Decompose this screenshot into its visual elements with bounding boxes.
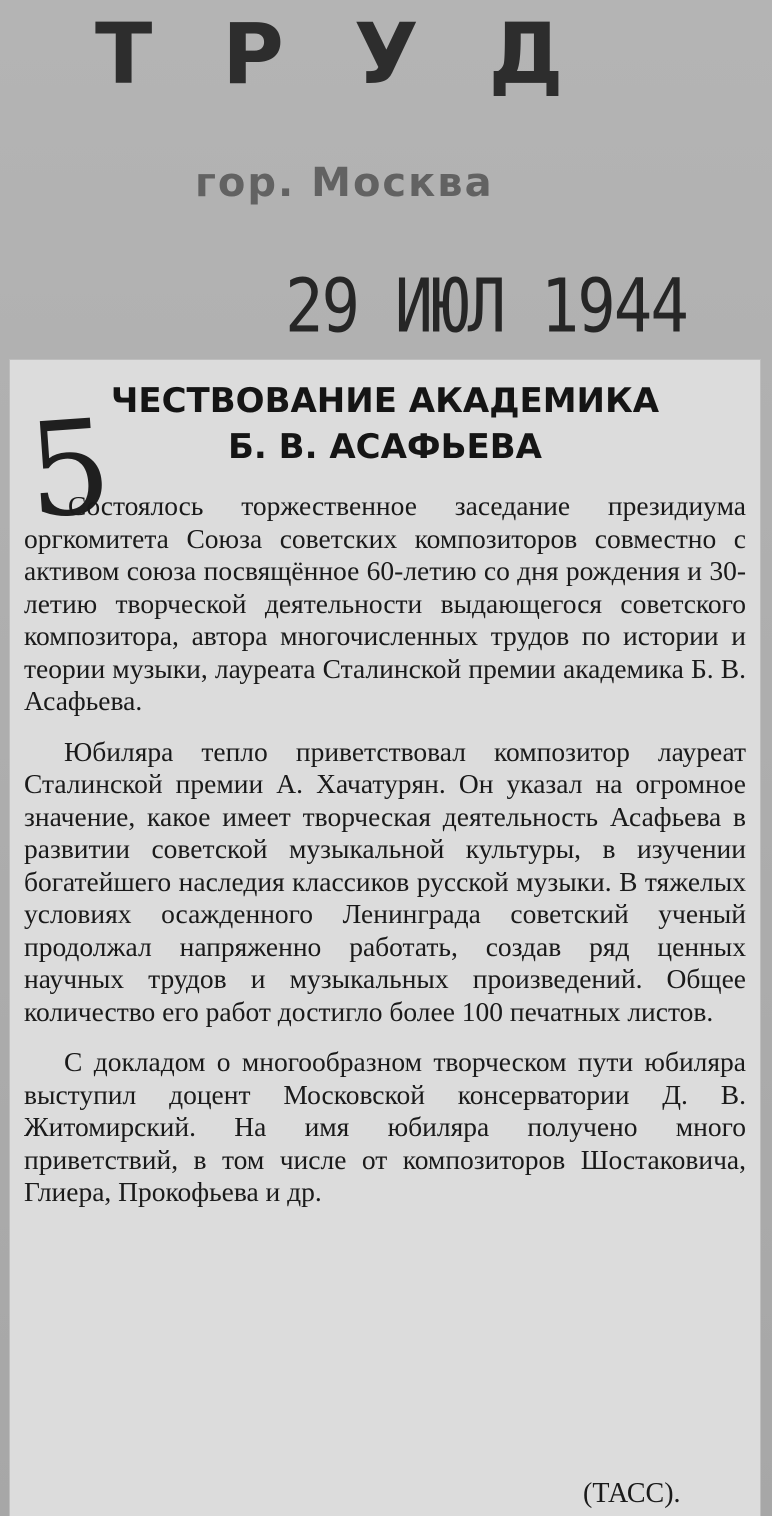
newspaper-stamp-date: 29 ИЮЛ 1944: [285, 265, 687, 351]
headline-line-2: Б. В. АСАФЬЕВА: [227, 427, 542, 467]
article-paragraph-2: Юбиляра тепло приветствовал композитор лауреат Сталинской премии А. Хачатурян. Он указал на огромное значение, какое имеет творческая деятельность Асафьева в развитии советской музыкальной культуры, в изучении богатейшего наследия классиков русской музыки. В тяжелых условиях осажденного Ленинграда советский ученый продолжал напряженно работать, создав ряд ценных научных трудов и музыкальных произведений. Общее количество его работ достигло более 100 печатных листов.: [24, 735, 746, 1027]
article-paragraph-3: С докладом о многообразном творческом пути юбиляра выступил доцент Московской консерватории Д. В. Житомирский. На имя юбиляра получено много приветствий, в том числе от композиторов Шостаковича, Глиера, Прокофьева и др.: [24, 1046, 746, 1207]
article-body: [24, 490, 746, 1227]
article-paragraph-1: Состоялось торжественное заседание президиума оргкомитета Союза советских композиторов совместно с активом союза посвящённое 60-летию со дня рождения и 30-летию творческой деятельности выдающегося советского композитора, автора многочисленных трудов по истории и теории музыки, лауреата Сталинской премии академика Б. В. Асафьева.: [24, 490, 746, 716]
article-headline: [30, 378, 740, 470]
newspaper-stamp-city: гор. Москва: [195, 160, 494, 206]
article-source: (ТАСС).: [583, 1478, 681, 1509]
newspaper-stamp-title: ТРУД: [95, 5, 634, 103]
handwritten-margin-mark: 5: [22, 390, 116, 548]
headline-line-1: ЧЕСТВОВАНИЕ АКАДЕМИКА: [110, 381, 660, 421]
